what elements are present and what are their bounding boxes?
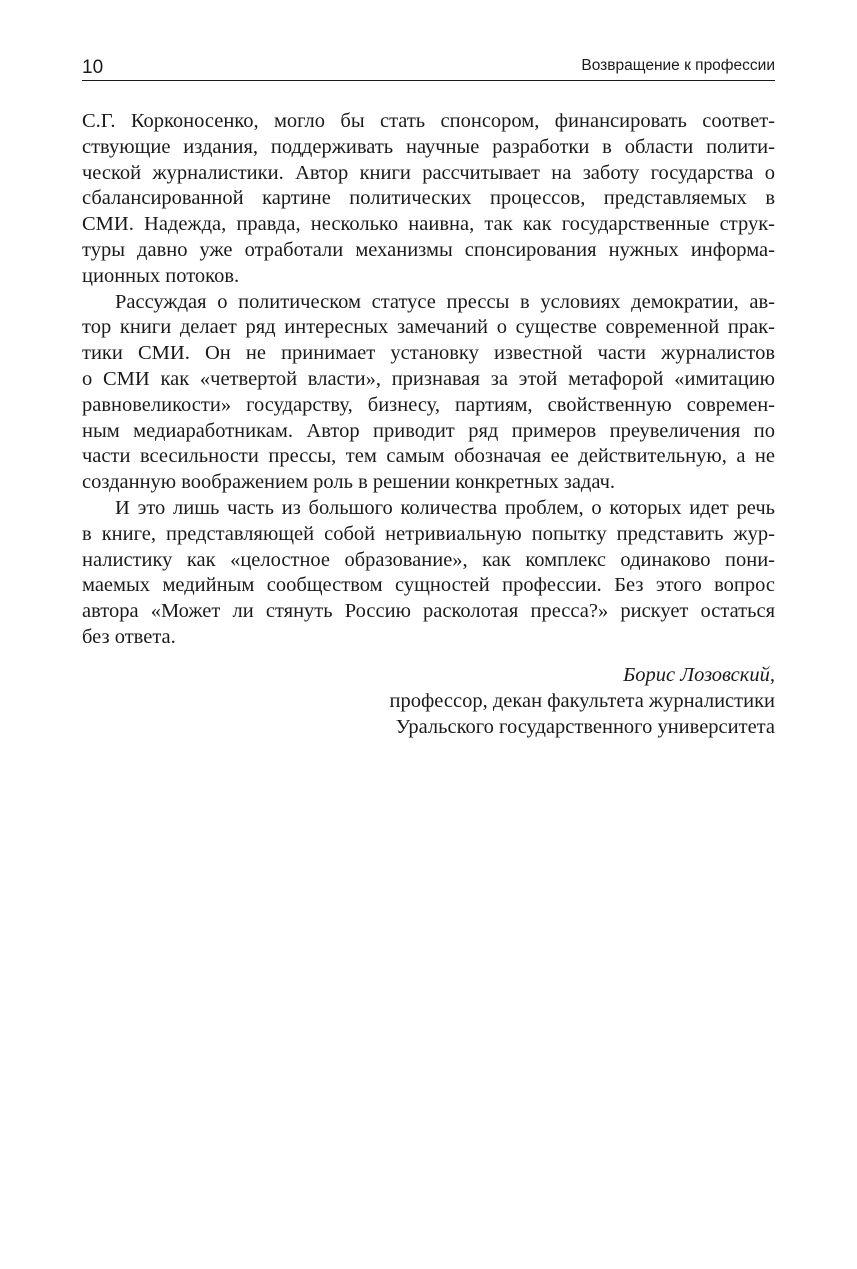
text-line: ционных потоков. <box>82 264 240 287</box>
author-name: Борис Лозовский, <box>623 664 775 686</box>
text-line: части всесильности прессы, тем самым обозначая ее действительную, а не <box>82 445 775 468</box>
paragraph-3 <box>82 496 775 651</box>
text-line: Рассуждая о политическом статусе прессы в условиях демократии, ав- <box>115 290 775 313</box>
page-header <box>82 52 775 81</box>
text-line: налистику как «целостное образование», как комплекс одинаково пони- <box>82 548 775 571</box>
text-line: сбалансированной картине политических процессов, представляемых в <box>82 187 775 210</box>
signature-block <box>82 663 775 740</box>
text-line: равновеликости» государству, бизнесу, партиям, свойственную современ- <box>82 393 775 416</box>
text-line: И это лишь часть из большого количества проблем, о которых идет речь <box>115 496 775 519</box>
text-line: туры давно уже отработали механизмы спонсирования нужных информа- <box>82 238 775 261</box>
running-title: Возвращение к профессии <box>581 57 775 74</box>
author-position: профессор, декан факультета журналистики <box>389 689 775 712</box>
text-line: автора «Может ли стянуть Россию расколотая пресса?» рискует остаться <box>82 600 775 623</box>
text-line: ческой журналистики. Автор книги рассчитывает на заботу государства о <box>82 161 775 184</box>
text-line: СМИ. Надежда, правда, несколько наивна, так как государственные струк- <box>82 213 775 236</box>
text-line: в книге, представляющей собой нетривиальную попытку представить жур- <box>82 522 775 545</box>
page-number: 10 <box>82 57 104 78</box>
text-line: ствующие издания, поддерживать научные разработки в области полити- <box>82 135 775 158</box>
text-line: о СМИ как «четвертой власти», признавая за этой метафорой «имитацию <box>82 367 775 390</box>
paragraph-2 <box>82 290 775 496</box>
text-line: ным медиаработникам. Автор приводит ряд примеров преувеличения по <box>82 419 775 442</box>
paragraph-1 <box>82 109 775 290</box>
text-line: тики СМИ. Он не принимает установку известной части журналистов <box>82 342 775 365</box>
text-line: тор книги делает ряд интересных замечаний о существе современной прак- <box>82 316 775 339</box>
text-line: С.Г. Корконосенко, могло бы стать спонсором, финансировать соответ- <box>82 110 775 132</box>
text-line: созданную воображением роль в решении конкретных задач. <box>82 471 616 494</box>
body-text <box>82 109 775 651</box>
author-institution: Уральского государственного университета <box>395 715 775 738</box>
text-line: без ответа. <box>82 625 176 648</box>
text-line: маемых медийным сообществом сущностей профессии. Без этого вопрос <box>82 574 775 597</box>
